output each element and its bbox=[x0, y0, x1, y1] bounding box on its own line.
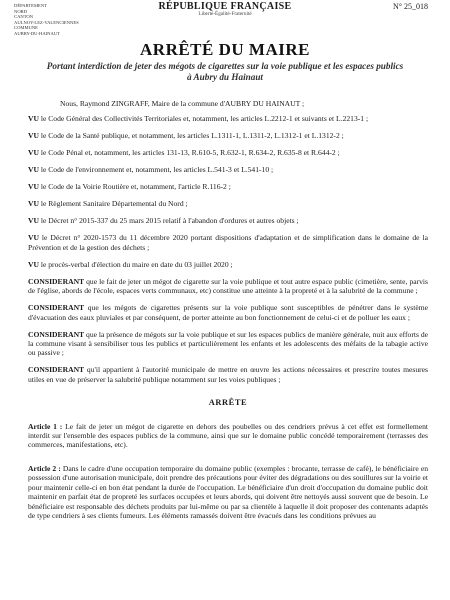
vu-paragraph bbox=[28, 260, 428, 269]
vu-lead: VU bbox=[28, 131, 39, 141]
considerant-lead: CONSIDERANT bbox=[28, 365, 85, 375]
vu-text: le Règlement Sanitaire Départemental du Nord ; bbox=[38, 199, 188, 209]
vu-paragraph bbox=[28, 131, 428, 140]
vu-paragraph bbox=[28, 165, 428, 174]
header-line: CANTON bbox=[14, 14, 34, 20]
article-lead: Article 1 : bbox=[28, 421, 63, 431]
article-lead: Article 2 : bbox=[28, 463, 61, 473]
header-line: DÉPARTEMENT bbox=[14, 3, 47, 8]
vu-lead: VU bbox=[28, 259, 39, 269]
vu-text: le Code de la Voirie Routière et, notamment, l'article R.116-2 ; bbox=[38, 182, 231, 192]
header-line: AUBRY-DU-HAINAUT bbox=[14, 30, 60, 36]
document-body bbox=[28, 99, 428, 534]
vu-text: le Code de la Santé publique, et notamment, les articles L.1311-1, L.1311-2, L.1312-1 et L.1312-2 ; bbox=[38, 131, 344, 141]
republic-title: RÉPUBLIQUE FRANÇAISE bbox=[158, 1, 292, 12]
header-line: COMMUNE bbox=[14, 25, 38, 31]
republic-motto: Liberté-Égalité-Fraternité bbox=[198, 11, 252, 17]
vu-paragraph bbox=[28, 182, 428, 191]
vu-text: le procès-verbal d'élection du maire en date du 03 juillet 2020 ; bbox=[38, 259, 233, 269]
considerant-paragraph bbox=[28, 303, 428, 322]
vu-text: le Code Pénal et, notamment, les articles 131-13, R.610-5, R.632-1, R.634-2, R.635-8 et R.644-2 ; bbox=[38, 148, 340, 158]
article-paragraph bbox=[28, 464, 428, 520]
document-subtitle: Portant interdiction de jeter des mégots de cigarettes sur la voie publique et les espaces publics à Aubry du Hainaut bbox=[46, 61, 404, 82]
vu-text: le Décret n° 2020-1573 du 11 décembre 2020 portant dispositions d'adaptation et de simplification dans le domaine de la Prévention et de la gestion des déchets ; bbox=[28, 233, 428, 252]
article-text: Dans le cadre d'une occupation temporaire du domaine public (exemples : brocante, terrasse de café), le bénéficiaire en possession d'une autorisation municipale, doit prendre des précautions pour éviter des dégradations ou des souillures sur la voirie et pour maintenir celle-ci en bon état pendant la durée de l'occupation. Le bénéficiaire d'un droit d'occupation du domaine public doit maintenir en parfait état de propreté les surfaces occupées et leurs abords, qui doivent être nettoyés aussi souvent que de besoin. Le bénéficiaire est responsable des déchets produits par lui-même ou par sa clientèle à laquelle il doit proposer des contenants adaptés de type cendriers à ses clients fumeurs. Les éléments ramassés doivent être évacués dans les conditions prévues au bbox=[28, 463, 429, 520]
vu-paragraph bbox=[28, 233, 428, 252]
republic-header bbox=[0, 1, 450, 17]
vu-paragraph bbox=[28, 216, 428, 225]
article-paragraph bbox=[28, 422, 428, 450]
vu-lead: VU bbox=[28, 216, 39, 226]
vu-paragraph bbox=[28, 148, 428, 157]
decree-number: N° 25_018 bbox=[393, 2, 428, 11]
vu-text: le Code Général des Collectivités Territoriales et, notamment, les articles L.2212-1 et suivants et L.2213-1 ; bbox=[38, 114, 369, 124]
considerant-text: qu'il appartient à l'autorité municipale de mettre en œuvre les actions nécessaires et prescrire toutes mesures utiles en vue de préserver la salubrité publique notamment sur les voies publiques ; bbox=[28, 365, 428, 384]
header-line: NORD bbox=[14, 8, 28, 14]
vu-lead: VU bbox=[28, 114, 39, 124]
arrete-heading: ARRÊTE bbox=[208, 398, 248, 408]
considerant-paragraph bbox=[28, 330, 428, 358]
considerant-text: que les mégots de cigarettes présents sur la voie publique sont susceptibles de pénétrer dans le système d'évacuation des eaux pluviales et par conséquent, de porter atteinte au bon fonctionnement de celui-ci et de polluer les eaux ; bbox=[28, 303, 428, 322]
vu-lead: VU bbox=[28, 199, 39, 209]
vu-lead: VU bbox=[28, 182, 39, 192]
considerant-text: que le fait de jeter un mégot de cigarette sur la voie publique et tout autre espace public (cimetière, sente, parvis de l'église, abords de l'école, espaces verts communaux, etc) constitue une atteinte à la propreté et à la salubrité de la commune ; bbox=[28, 276, 428, 296]
vu-lead: VU bbox=[28, 165, 39, 175]
considerant-lead: CONSIDERANT bbox=[28, 303, 85, 313]
considerant-lead: CONSIDERANT bbox=[28, 329, 85, 339]
vu-lead: VU bbox=[28, 148, 39, 158]
document-title: ARRÊTÉ DU MAIRE bbox=[140, 40, 310, 59]
considerant-text: que la présence de mégots sur la voie publique et sur les espaces publics de manière générale, nuit aux efforts de la commune visant à sensibiliser tous les publics et particulièrement les enfants et les adolescents des méfaits de la tabagie active ou passive ; bbox=[28, 329, 428, 358]
vu-paragraph bbox=[28, 114, 428, 123]
vu-text: le Code de l'environnement et, notamment, les articles L.541-3 et L.541-10 ; bbox=[38, 165, 274, 175]
considerant-paragraph bbox=[28, 365, 428, 384]
nous-line: Nous, Raymond ZINGRAFF, Maire de la commune d'AUBRY DU HAINAUT ; bbox=[60, 99, 305, 108]
vu-lead: VU bbox=[28, 233, 39, 243]
header-line: AULNOY-LEZ-VALENCIENNES bbox=[14, 19, 79, 25]
vu-paragraph bbox=[28, 199, 428, 208]
article-text: Le fait de jeter un mégot de cigarette en dehors des poubelles ou des cendriers prévus à cet effet est formellement interdit sur l'ensemble des espaces publics de la commune, ainsi que sur le domaine public concédé temporairement (terrasses des commerces, manifestations, etc). bbox=[28, 421, 429, 450]
vu-text: le Décret n° 2015-337 du 25 mars 2015 relatif à l'abandon d'ordures et autres objets ; bbox=[38, 216, 299, 226]
considerant-lead: CONSIDERANT bbox=[28, 276, 85, 286]
considerant-paragraph bbox=[28, 277, 428, 296]
